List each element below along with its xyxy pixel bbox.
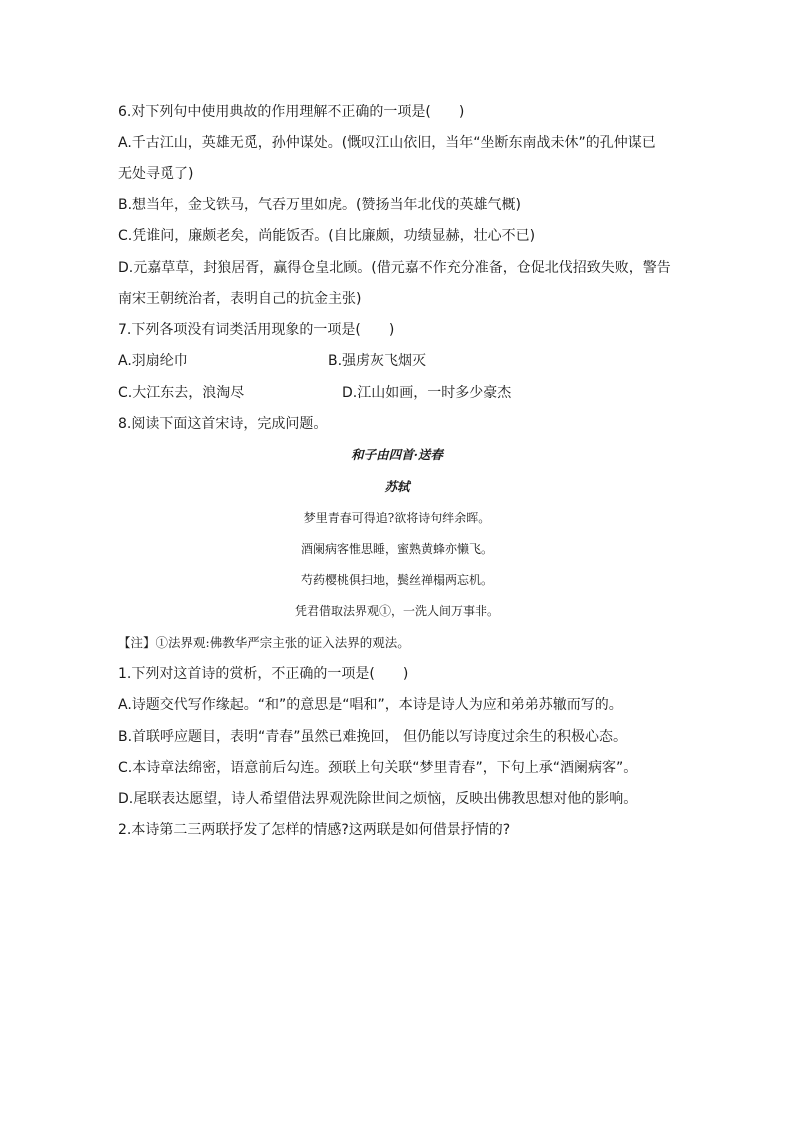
sub2-stem: 2.本诗第二三两联抒发了怎样的情感?这两联是如何借景抒情的?	[118, 822, 511, 838]
q6-option-a-line1: A.千古江山，英雄无觅，孙仲谋处。(慨叹江山依旧，当年“坐断东南战未休”的孔仲谋已	[118, 135, 656, 151]
q6-option-d-line1: D.元嘉草草，封狼居胥，赢得仓皇北顾。(借元嘉不作充分准备，仓促北伐招致失败，警告	[118, 260, 671, 276]
sub1-option-c: C.本诗章法绵密，语意前后勾连。颈联上句关联“梦里青春”，下句上承“酒阑病客”。	[118, 760, 638, 776]
sub1-option-b: B.首联呼应题目，表明“青春”虽然已难挽回， 但仍能以写诗度过余生的积极心态。	[118, 729, 628, 745]
q8-stem: 8.阅读下面这首宋诗，完成问题。	[118, 416, 328, 432]
q7-stem: 7.下列各项没有词类活用现象的一项是( )	[118, 322, 395, 338]
q6-option-a-line2: 无处寻觅了)	[118, 166, 194, 182]
sub1-stem: 1.下列对这首诗的赏析，不正确的一项是( )	[118, 666, 409, 682]
q7-option-a: A.羽扇纶巾	[118, 353, 188, 369]
q6-option-d-line2: 南宋王朝统治者，表明自己的抗金主张)	[118, 291, 362, 307]
poem-note: 【注】①法界观:佛教华严宗主张的证入法界的观法。	[118, 635, 410, 650]
poem-title: 和子由四首·送春	[351, 447, 443, 462]
q7-option-d: D.江山如画，一时多少豪杰	[342, 385, 512, 401]
sub1-option-a: A.诗题交代写作缘起。“和”的意思是“唱和”，本诗是诗人为应和弟弟苏辙而写的。	[118, 697, 623, 713]
q6-option-c: C.凭谁问，廉颇老矣，尚能饭否。(自比廉颇，功绩显赫，壮心不已)	[118, 228, 536, 244]
poem-line-4: 凭君借取法界观①，一洗人间万事非。	[294, 604, 499, 618]
q7-option-b: B.强虏灰飞烟灭	[328, 353, 427, 369]
q6-stem: 6.对下列句中使用典故的作用理解不正确的一项是( )	[118, 104, 465, 120]
poem-line-1: 梦里青春可得追?欲将诗句绊余晖。	[303, 511, 491, 525]
poem-author: 苏轼	[384, 479, 410, 494]
sub1-option-d: D.尾联表达愿望，诗人希望借法界观洗除世间之烦恼，反映出佛教思想对他的影响。	[118, 791, 638, 807]
poem-line-2: 酒阑病客惟思睡，蜜熟黄蜂亦懒飞。	[300, 542, 493, 556]
poem-line-3: 芍药樱桃俱扫地，鬓丝禅榻两忘机。	[300, 573, 493, 587]
q6-option-b: B.想当年，金戈铁马，气吞万里如虎。(赞扬当年北伐的英雄气概)	[118, 197, 521, 213]
q7-option-c: C.大江东去，浪淘尽	[118, 385, 245, 401]
